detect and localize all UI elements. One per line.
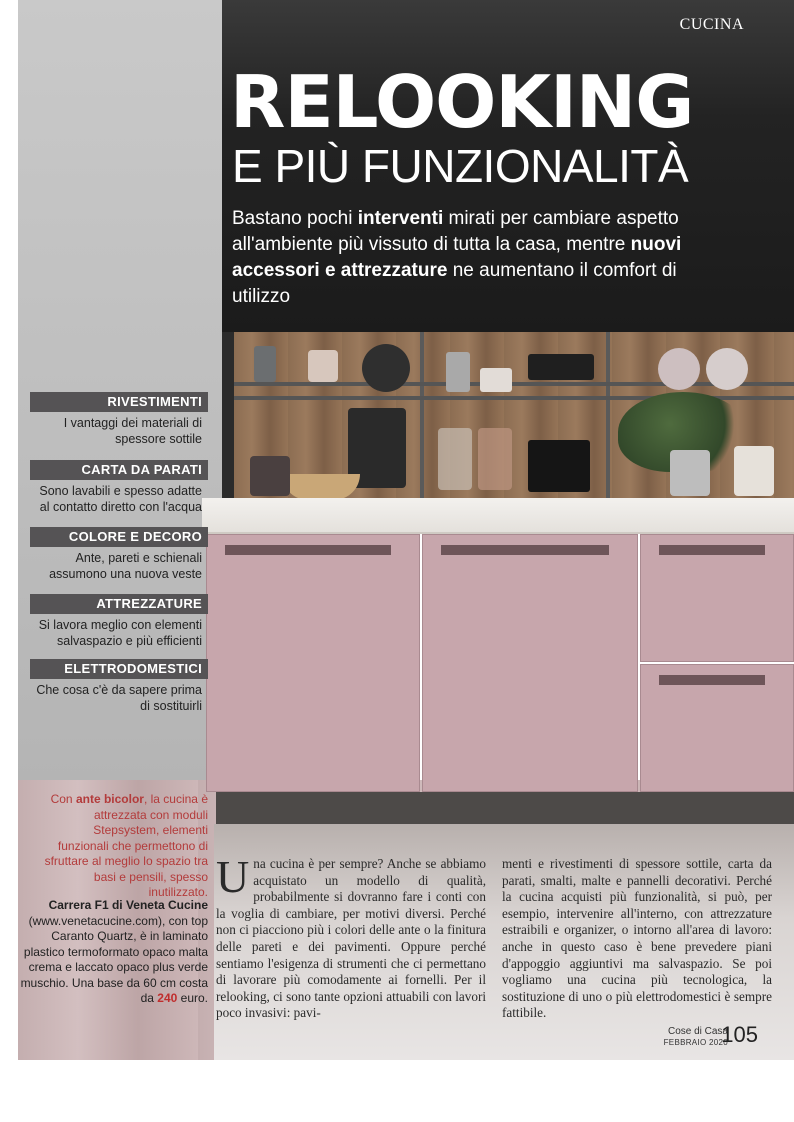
index-item-attrezzature (30, 594, 208, 649)
photo-canister (734, 446, 774, 496)
photo-glasses (528, 354, 594, 380)
index-desc: Che cosa c'è da sapere prima di sostituirli (36, 683, 202, 713)
photo-countertop (202, 498, 794, 534)
magazine-name: Cose di Casa FEBBRAIO 2020 (663, 1026, 728, 1047)
photo-plate (362, 344, 410, 392)
index-title: RIVESTIMENTI (30, 392, 208, 412)
index-title: ATTREZZATURE (30, 594, 208, 614)
index-title: ELETTRODOMESTICI (30, 659, 208, 679)
photo-moka (446, 352, 470, 392)
photo-plinth (216, 792, 794, 824)
body-column-1: Una cucina è per sempre? Anche se abbiamo acquistato un modello di qualità, probabilmente si dovranno fare i conti con la voglia di cambiare, per motivi diversi. Perché non ci piacciono più i colori delle ante o la finitura delle pareti e dei pavimenti. Oppure perché sentiamo l'esigenza di strumenti che ci permettano di lavorare più comodamente ai fornelli. Per il relooking, ci sono tante opzioni attuabili con lavori poco invasivi: pavi- (216, 851, 486, 1021)
photo-base-drawer (640, 664, 794, 792)
page-number: 105 (721, 1022, 758, 1047)
drop-cap: U (216, 851, 250, 902)
index-desc: I vantaggi dei materiali di spessore sottile (63, 416, 202, 446)
photo-base-cabinet (206, 534, 420, 792)
index-item-carta-da-parati (30, 460, 208, 515)
index-desc: Sono lavabili e spesso adatte al contatto diretto con l'acqua (39, 484, 202, 514)
photo-shelf-frame (222, 332, 234, 514)
photo-caption-note: Con ante bicolor, la cucina è attrezzata con moduli Stepsystem, elementi funzionali che permettono di sfruttare al meglio lo spazio tra basi e pensili, spesso inutilizzato. (44, 792, 208, 899)
photo-base-drawer (640, 534, 794, 662)
photo-decorative-plate (706, 348, 748, 390)
photo-pot (670, 450, 710, 496)
issue-date: FEBBRAIO 2020 (663, 1038, 728, 1047)
photo-base-cabinet (422, 534, 638, 792)
body-column-2: menti e rivestimenti di spessore sottile, carta da parati, smalti, malte e pannelli decorativi. Perché la cucina acquisti più funzionalità, si può, per esempio, intervenire all'interno, con attrezzature estraibili e organizer, o intorno all'area di lavoro: anche in questo caso è bene prevedere piani d'appoggio aggiuntivi ma salvaspazio. Se poi vogliamo una cucina più tecnologica, la sostituzione di uno o più elettrodomestici è sempre fattibile. (502, 856, 772, 1021)
index-title: CARTA DA PARATI (30, 460, 208, 480)
article-lead: Bastano pochi interventi mirati per cambiare aspetto all'ambiente più vissuto di tutta la casa, mentre nuovi accessori e attrezzature ne aumentano il comfort di utilizzo (232, 208, 682, 307)
photo-decorative-plate (658, 348, 700, 390)
photo-shelf-divider (420, 332, 424, 502)
photo-jar (478, 428, 512, 490)
photo-bowl (480, 368, 512, 392)
photo-box (528, 440, 590, 492)
magazine-page (18, 0, 794, 1060)
index-desc: Ante, pareti e schienali assumono una nuova veste (49, 551, 202, 581)
index-item-colore-e-decoro (30, 527, 208, 582)
photo-shelf-divider (606, 332, 610, 502)
photo-jar (254, 346, 276, 382)
index-item-elettrodomestici (30, 659, 208, 714)
photo-canister (250, 456, 290, 496)
article-title: RELOOKING (230, 60, 694, 144)
index-title: COLORE E DECORO (30, 527, 208, 547)
index-item-rivestimenti (30, 392, 208, 447)
index-desc: Si lavora meglio con elementi salvaspazio e più efficienti (38, 618, 202, 648)
photo-jar (438, 428, 472, 490)
section-label: CUCINA (679, 16, 744, 33)
photo-mug (308, 350, 338, 382)
article-subtitle: E PIÙ FUNZIONALITÀ (232, 140, 689, 192)
photo-caption-product: Carrera F1 di Veneta Cucine (www.venetacucine.com), con top Caranto Quartz, è in laminato plastico termoformato opaco malta crema e laccato opaco plus verde muschio. Una base da 60 cm costa da 240 euro. (20, 898, 208, 1005)
